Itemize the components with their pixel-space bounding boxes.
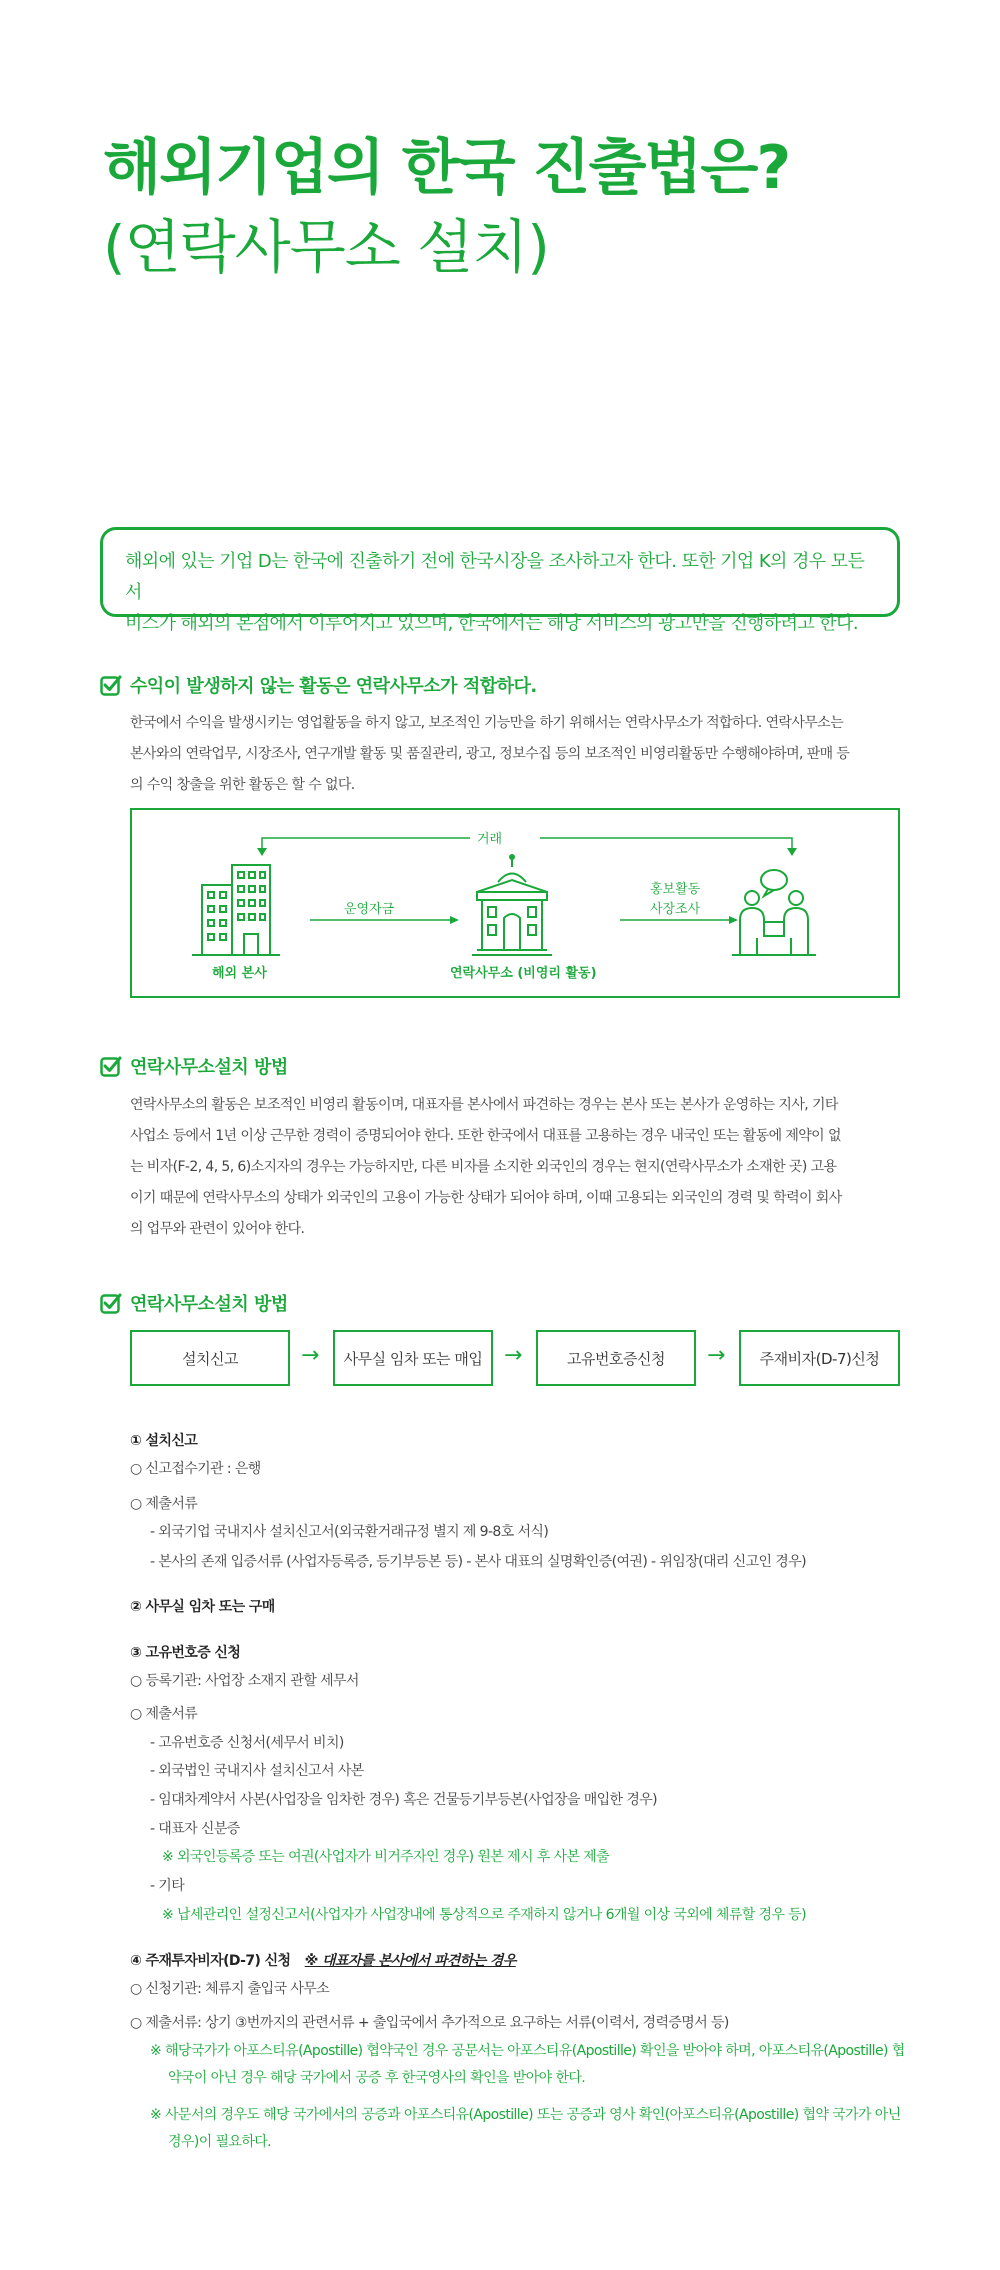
step-title	[130, 1950, 516, 1970]
step-doc-item: - 대표자 신분증	[150, 1821, 240, 1837]
step-docs-title: ○ 제출서류	[130, 1706, 198, 1722]
intro-line: 해외에 있는 기업 D는 한국에 진출하기 전에 한국시장을 조사하고자 한다. 또한 기업 K의 경우 모든 서	[125, 551, 865, 603]
arrow-right-icon: →	[707, 1343, 726, 1368]
section-paragraph	[130, 708, 900, 801]
step-title: ② 사무실 임차 또는 구매	[130, 1599, 275, 1615]
arrow-right-icon: →	[504, 1343, 523, 1368]
flow-step-4: 주재비자(D-7)신청	[739, 1330, 900, 1386]
intro-box	[100, 527, 900, 634]
research-label: 사장조사	[650, 902, 701, 917]
step-docs-title: ○ 제출서류	[130, 1496, 198, 1512]
checkbox-icon	[100, 1055, 122, 1077]
step-note: ※ 해당국가가 아포스티유(Apostille) 협약국인 경우 공문서는 아포스티유(Apostille) 확인을 받아야 하며, 아포스티유(Apostille) 협	[150, 2043, 905, 2059]
step-doc-item: - 기타	[150, 1878, 185, 1894]
flow-step-1: 설치신고	[130, 1330, 290, 1386]
section-heading-text: 연락사무소설치 방법	[130, 1057, 288, 1078]
hq-label: 해외 본사	[212, 966, 267, 981]
step-doc-item: - 임대차계약서 사본(사업장을 임차한 경우) 혹은 건물등기부등본(사업장을 매입한 경우)	[150, 1792, 658, 1808]
step-doc-item: - 본사의 존재 입증서류 (사업자등록증, 등기부등본 등) - 본사 대표의 실명확인증(여권) - 위임장(대리 신고인 경우)	[150, 1554, 807, 1570]
step-note: ※ 납세관리인 설정신고서(사업자가 사업장내에 통상적으로 주재하지 않거나 6개월 이상 국외에 체류할 경우 등)	[162, 1907, 807, 1923]
para-line: 는 비자(F-2, 4, 5, 6)소지자의 경우는 가능하지만, 다른 비자를 소지한 외국인의 경우는 현지(연락사무소가 소재한 곳) 고용	[130, 1159, 837, 1175]
section-heading-text: 수익이 발생하지 않는 활동은 연락사무소가 적합하다.	[130, 676, 537, 697]
para-line: 본사와의 연락업무, 시장조사, 연구개발 활동 및 품질관리, 광고, 정보수집 등의 보조적인 비영리활동만 수행해야하며, 판매 등	[130, 746, 850, 762]
trade-label: 거래	[477, 832, 503, 847]
step-note-cont: 약국이 아닌 경우 해당 국가에서 공증 후 한국영사의 확인을 받아야 한다.	[168, 2070, 586, 2086]
section-heading	[100, 1290, 288, 1316]
checkbox-icon	[100, 674, 122, 696]
office-label: 연락사무소 (비영리 활동)	[450, 966, 597, 981]
step-doc-item: - 외국법인 국내지사 설치신고서 사본	[150, 1763, 364, 1779]
step-title-note: ※ 대표자를 본사에서 파견하는 경우	[304, 1953, 516, 1969]
para-line: 사업소 등에서 1년 이상 근무한 경력이 증명되어야 한다. 또한 한국에서 대표를 고용하는 경우 내국인 또는 활동에 제약이 없	[130, 1128, 841, 1144]
section-heading	[100, 1053, 288, 1079]
page-subtitle: (연락사무소 설치)	[103, 213, 549, 281]
step-agency: ○ 신청기관: 체류지 출입국 사무소	[130, 1981, 330, 1997]
step-title: ③ 고유번호증 신청	[130, 1645, 241, 1661]
flow-step-2: 사무실 임차 또는 매입	[333, 1330, 493, 1386]
people-talking-icon	[732, 870, 816, 955]
para-line: 이기 때문에 연락사무소의 상태가 외국인의 고용이 가능한 상태가 되어야 하며, 이때 고용되는 외국인의 경력 및 학력이 회사	[130, 1190, 842, 1206]
section-heading-text: 연락사무소설치 방법	[130, 1294, 288, 1315]
para-line: 한국에서 수익을 발생시키는 영업활동을 하지 않고, 보조적인 기능만을 하기 위해서는 연락사무소가 적합하다. 연락사무소는	[130, 715, 844, 731]
step-doc-item: - 외국기업 국내지사 설치신고서(외국환거래규정 별지 제 9-8호 서식)	[150, 1524, 549, 1540]
flow-step-3: 고유번호증신청	[536, 1330, 696, 1386]
step-note: ※ 외국인등록증 또는 여권(사업자가 비거주자인 경우) 원본 제시 후 사본 제출	[162, 1849, 610, 1865]
para-line: 의 수익 창출을 위한 활동은 할 수 없다.	[130, 777, 355, 793]
section-heading	[100, 672, 537, 698]
building-icon	[192, 865, 280, 955]
arrow-right-icon: →	[301, 1343, 320, 1368]
section-paragraph	[130, 1090, 900, 1245]
fund-label: 운영자금	[344, 902, 395, 917]
structure-diagram	[130, 808, 900, 998]
page-title: 해외기업의 한국 진출법은?	[103, 133, 790, 203]
step-note-cont: 경우)이 필요하다.	[168, 2134, 272, 2150]
intro-line: 비스가 해외의 본점에서 이루어지고 있으며, 한국에서는 해당 서비스의 광고만을 진행하려고 한다.	[125, 613, 858, 634]
step-note: ※ 사문서의 경우도 해당 국가에서의 공증과 아포스티유(Apostille) 또는 공증과 영사 확인(아포스티유(Apostille) 협약 국가가 아닌	[150, 2107, 901, 2123]
checkbox-icon	[100, 1292, 122, 1314]
para-line: 의 업무와 관련이 있어야 한다.	[130, 1221, 305, 1237]
step-agency: ○ 신고접수기관 : 은행	[130, 1461, 261, 1477]
step-title-text: ④ 주재투자비자(D-7) 신청	[130, 1953, 291, 1969]
step-title: ① 설치신고	[130, 1433, 198, 1449]
promo-label: 홍보활동	[650, 882, 701, 897]
para-line: 연락사무소의 활동은 보조적인 비영리 활동이며, 대표자를 본사에서 파견하는 경우는 본사 또는 본사가 운영하는 지사, 기타	[130, 1097, 838, 1113]
government-building-icon	[472, 855, 552, 955]
step-doc-item: - 고유번호증 신청서(세무서 비치)	[150, 1735, 344, 1751]
step-docs: ○ 제출서류: 상기 ③번까지의 관련서류 + 출입국에서 추가적으로 요구하는 서류(이력서, 경력증명서 등)	[130, 2015, 729, 2031]
step-agency: ○ 등록기관: 사업장 소재지 관할 세무서	[130, 1673, 359, 1689]
